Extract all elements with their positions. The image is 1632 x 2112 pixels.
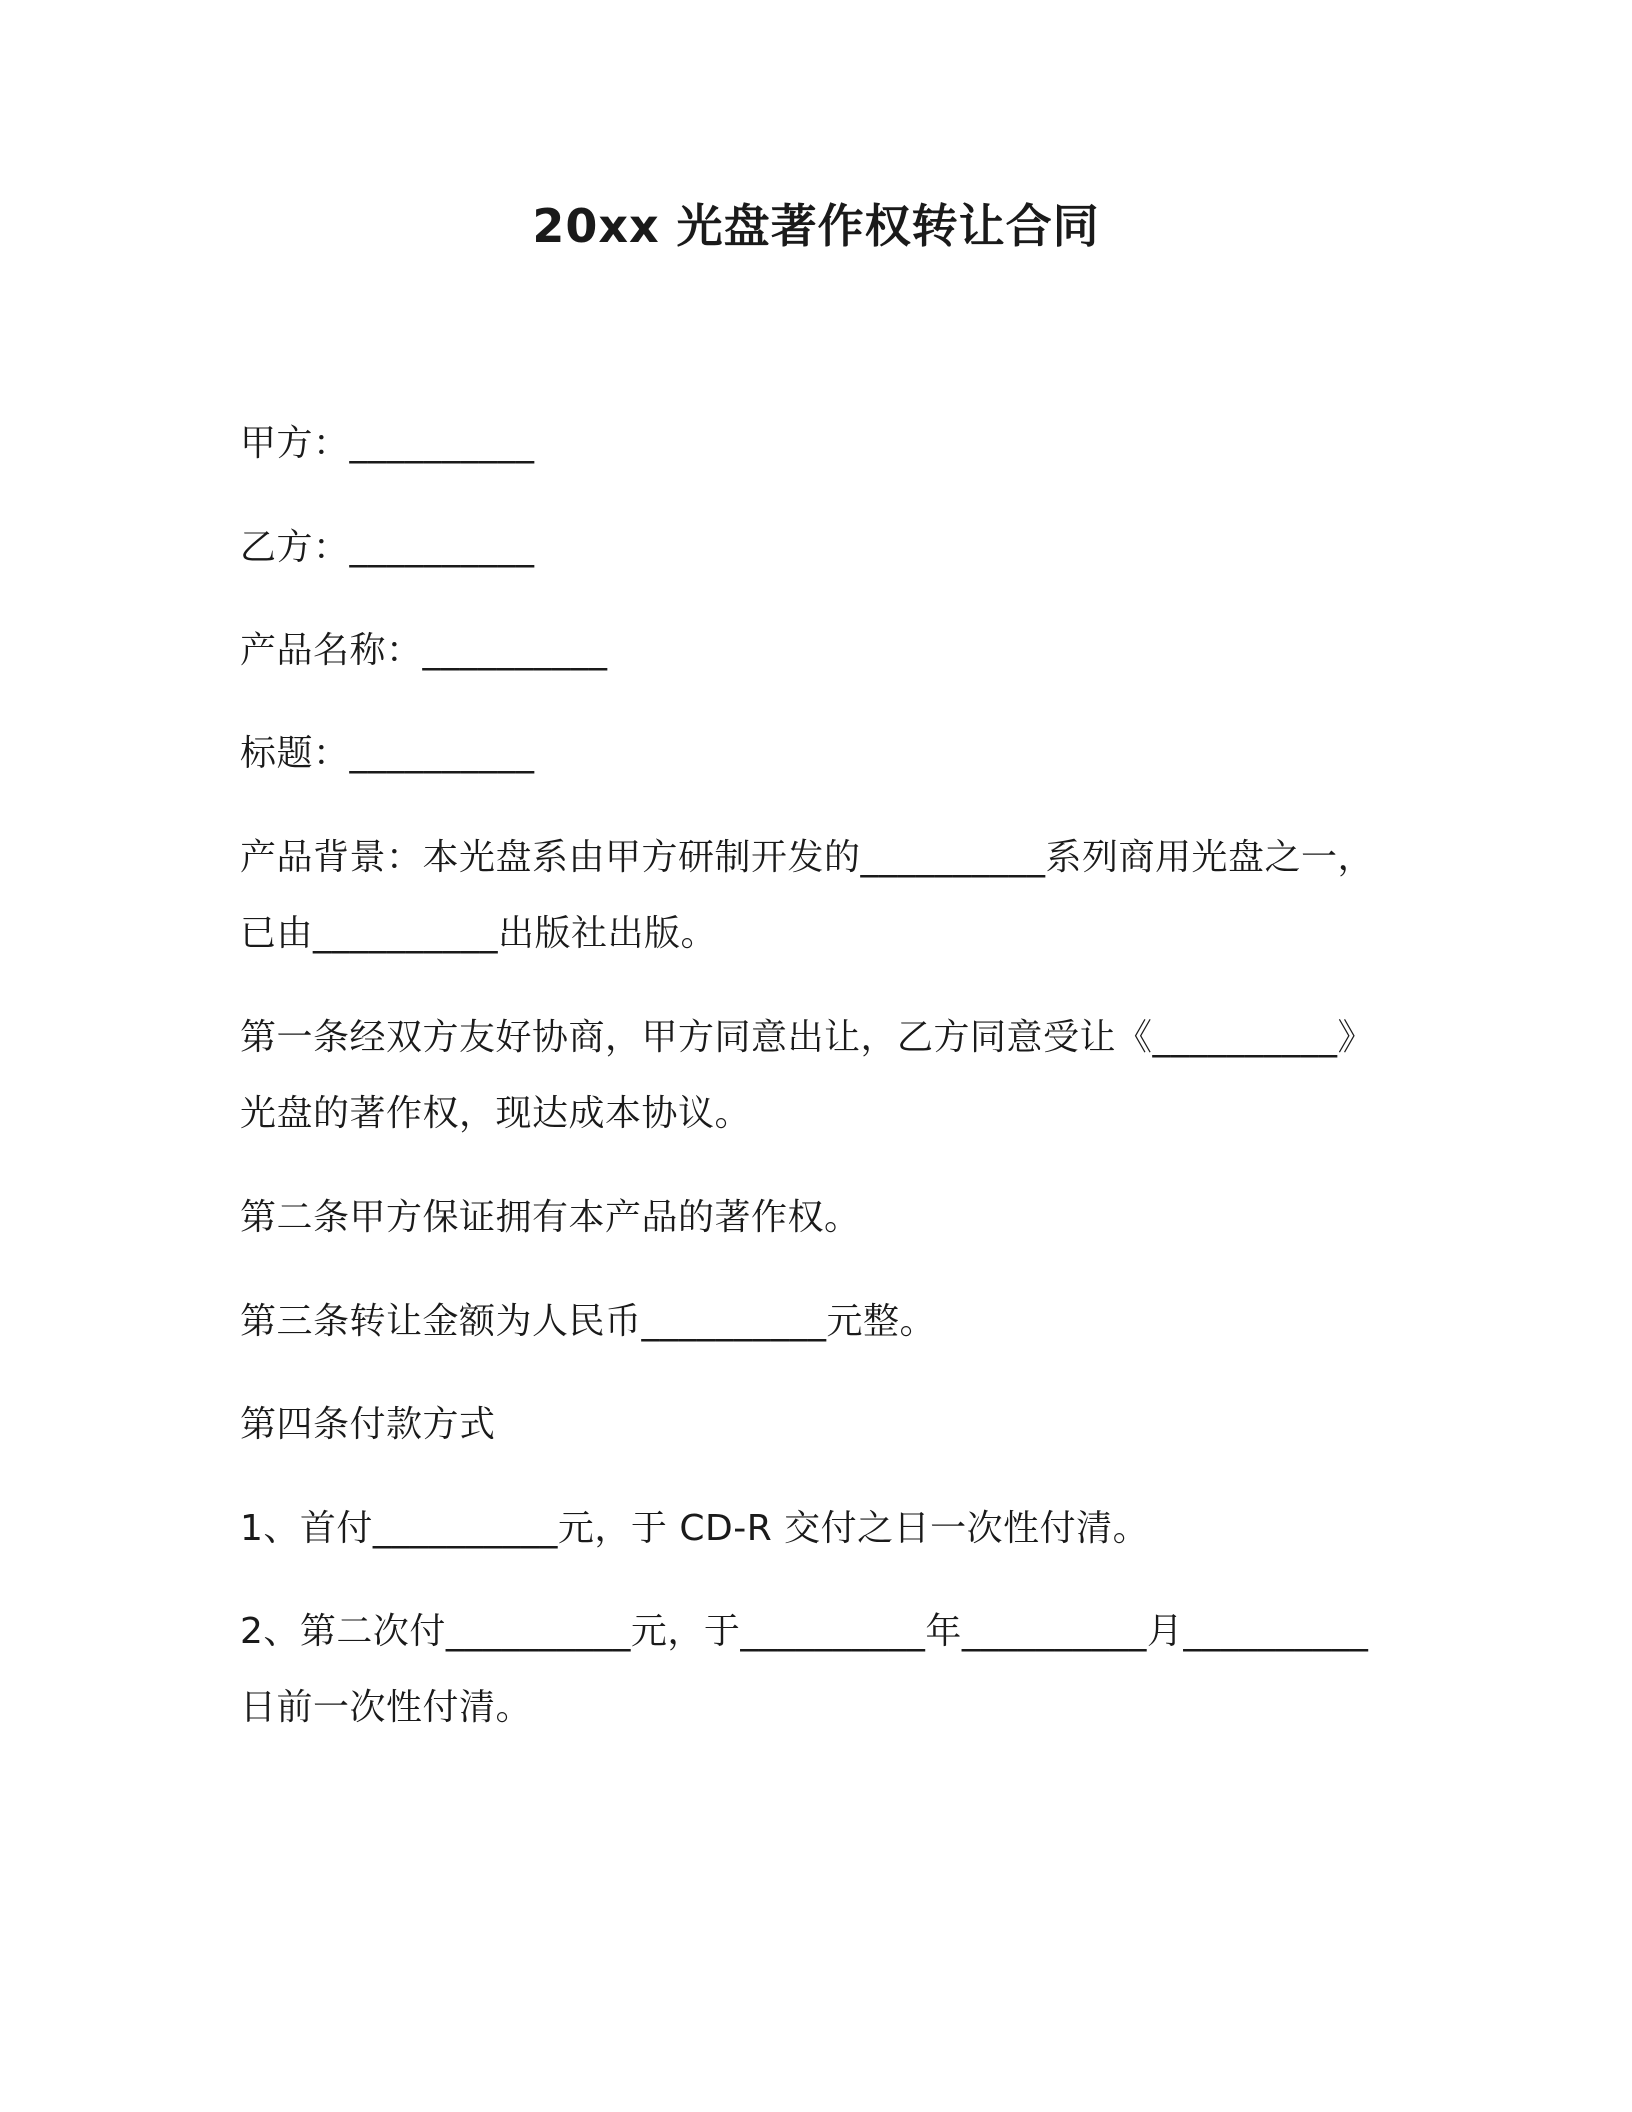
payment-item-2-line-1: 2、第二次付__________元，于__________年__________月__________: [240, 1611, 1369, 1652]
article-4-heading: 第四条付款方式: [240, 1404, 496, 1445]
product-name-line: 产品名称：__________: [240, 630, 608, 671]
party-a-line: 甲方：__________: [240, 423, 535, 464]
article-2-line: 第二条甲方保证拥有本产品的著作权。: [240, 1197, 861, 1238]
page-title: 20xx 光盘著作权转让合同: [532, 199, 1100, 253]
article-1-line-2: 光盘的著作权，现达成本协议。: [240, 1093, 752, 1134]
product-background-line-1: 产品背景：本光盘系由甲方研制开发的__________系列商用光盘之一，: [240, 837, 1375, 878]
heading-line: 标题：__________: [240, 733, 535, 774]
product-background-line-2: 已由__________出版社出版。: [240, 913, 718, 954]
article-1-line-1: 第一条经双方友好协商，甲方同意出让，乙方同意受让《__________》: [240, 1017, 1375, 1058]
article-3-line: 第三条转让金额为人民币__________元整。: [240, 1301, 937, 1342]
party-b-line: 乙方：__________: [240, 527, 535, 568]
payment-item-1: 1、首付__________元，于 CD-R 交付之日一次性付清。: [240, 1508, 1150, 1549]
payment-item-2-line-2: 日前一次性付清。: [240, 1687, 533, 1728]
